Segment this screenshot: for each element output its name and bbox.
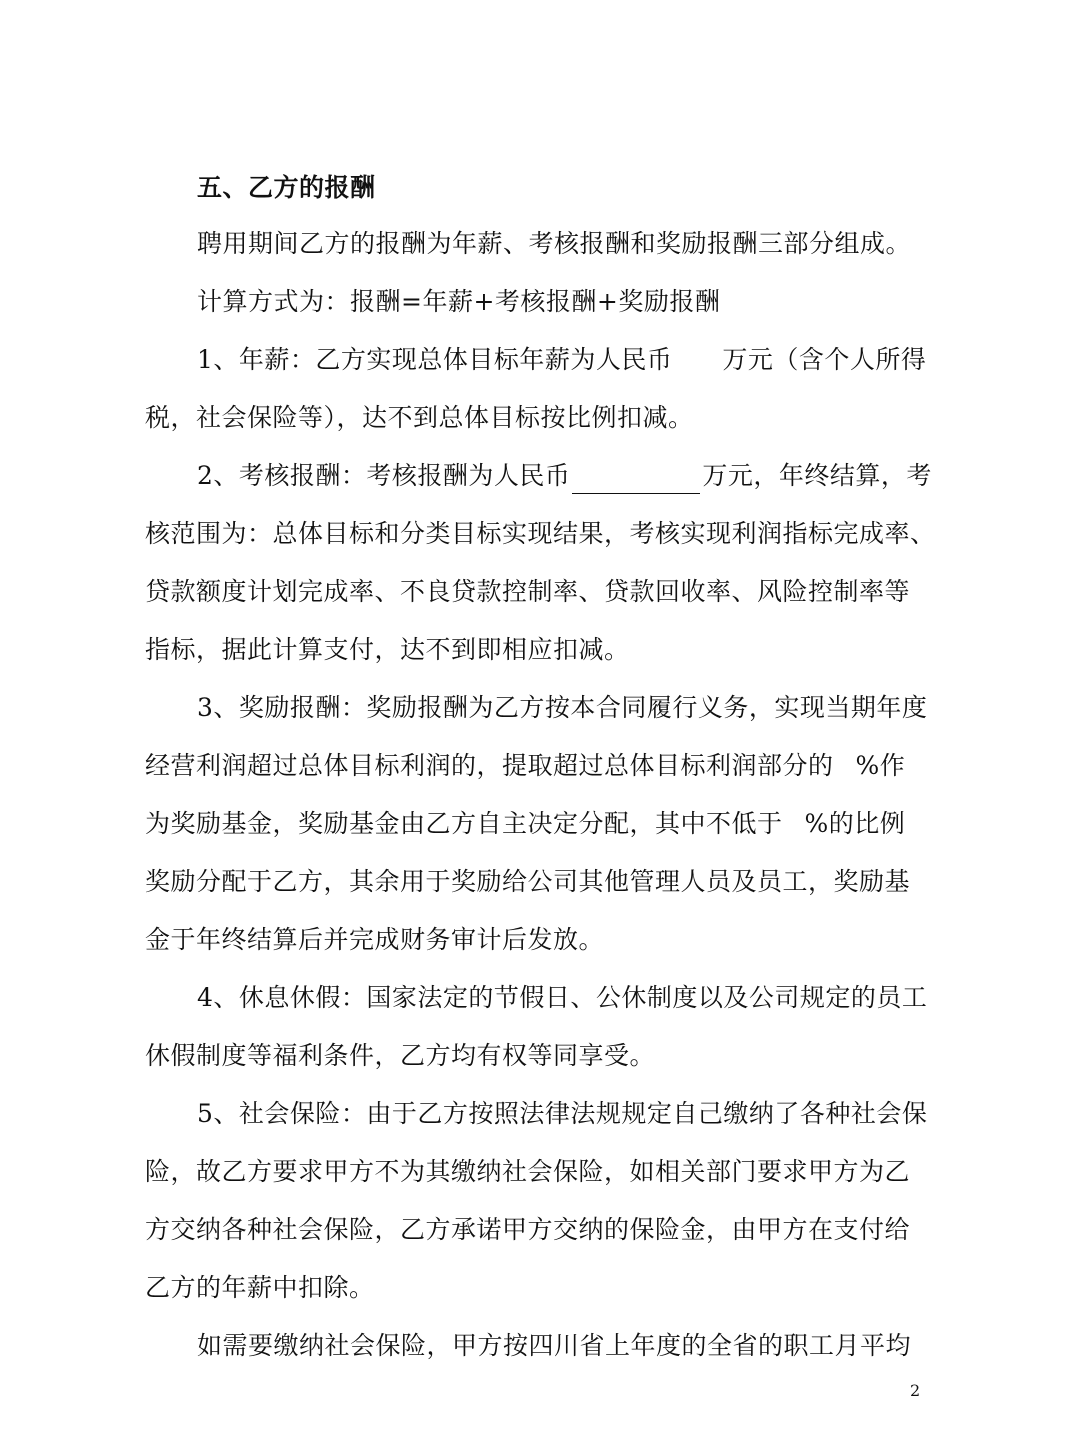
item4-line1: 4、休息休假：国家法定的节假日、公休制度以及公司规定的员工 xyxy=(197,983,928,1012)
paragraph-intro: 聘用期间乙方的报酬为年薪、考核报酬和奖励报酬三部分组成。 xyxy=(197,229,912,258)
item5-line2: 险，故乙方要求甲方不为其缴纳社会保险，如相关部门要求甲方为乙 xyxy=(145,1157,911,1186)
paragraph-social-insurance: 如需要缴纳社会保险，甲方按四川省上年度的全省的职工月平均 xyxy=(197,1331,912,1360)
item5-line4: 乙方的年薪中扣除。 xyxy=(145,1273,375,1302)
item2-blank-underline xyxy=(572,467,700,494)
section-heading: 五、乙方的报酬 xyxy=(197,173,376,202)
item4-line2: 休假制度等福利条件，乙方均有权等同享受。 xyxy=(145,1041,656,1070)
item3-line3-text-b: %的比例 xyxy=(804,809,906,838)
item3-line5: 金于年终结算后并完成财务审计后发放。 xyxy=(145,925,605,954)
item5-line1: 5、社会保险：由于乙方按照法律法规规定自己缴纳了各种社会保 xyxy=(197,1099,928,1128)
item2-line2: 核范围为：总体目标和分类目标实现结果，考核实现利润指标完成率、 xyxy=(145,519,936,548)
paragraph-formula: 计算方式为：报酬=年薪+考核报酬+奖励报酬 xyxy=(197,287,721,316)
item3-line3-text-a: 为奖励基金，奖励基金由乙方自主决定分配，其中不低于 xyxy=(145,809,783,838)
item5-line3: 方交纳各种社会保险，乙方承诺甲方交纳的保险金，由甲方在支付给 xyxy=(145,1215,911,1244)
item2-line1 xyxy=(197,458,932,494)
item1-text-a: 1、年薪：乙方实现总体目标年薪为人民币 xyxy=(197,345,673,374)
item3-line2-text-a: 经营利润超过总体目标利润的，提取超过总体目标利润部分的 xyxy=(145,751,834,780)
item3-line2 xyxy=(145,748,905,784)
item3-line4: 奖励分配于乙方，其余用于奖励给公司其他管理人员及员工，奖励基 xyxy=(145,867,911,896)
item3-line2-text-b: %作 xyxy=(855,751,906,780)
item1-line2: 税，社会保险等），达不到总体目标按比例扣减。 xyxy=(145,403,694,432)
page-number: 2 xyxy=(910,1381,921,1400)
item3-line3 xyxy=(145,806,905,842)
item1-text-b: 万元（含个人所得 xyxy=(722,345,927,374)
item1-line1 xyxy=(197,342,927,378)
item2-text-a: 2、考核报酬：考核报酬为人民币 xyxy=(197,461,571,490)
item2-text-b: 万元，年终结算，考 xyxy=(702,461,932,490)
item2-line3: 贷款额度计划完成率、不良贷款控制率、贷款回收率、风险控制率等 xyxy=(145,577,911,606)
item2-line4: 指标，据此计算支付，达不到即相应扣减。 xyxy=(145,635,630,664)
item3-line1: 3、奖励报酬：奖励报酬为乙方按本合同履行义务，实现当期年度 xyxy=(197,693,928,722)
